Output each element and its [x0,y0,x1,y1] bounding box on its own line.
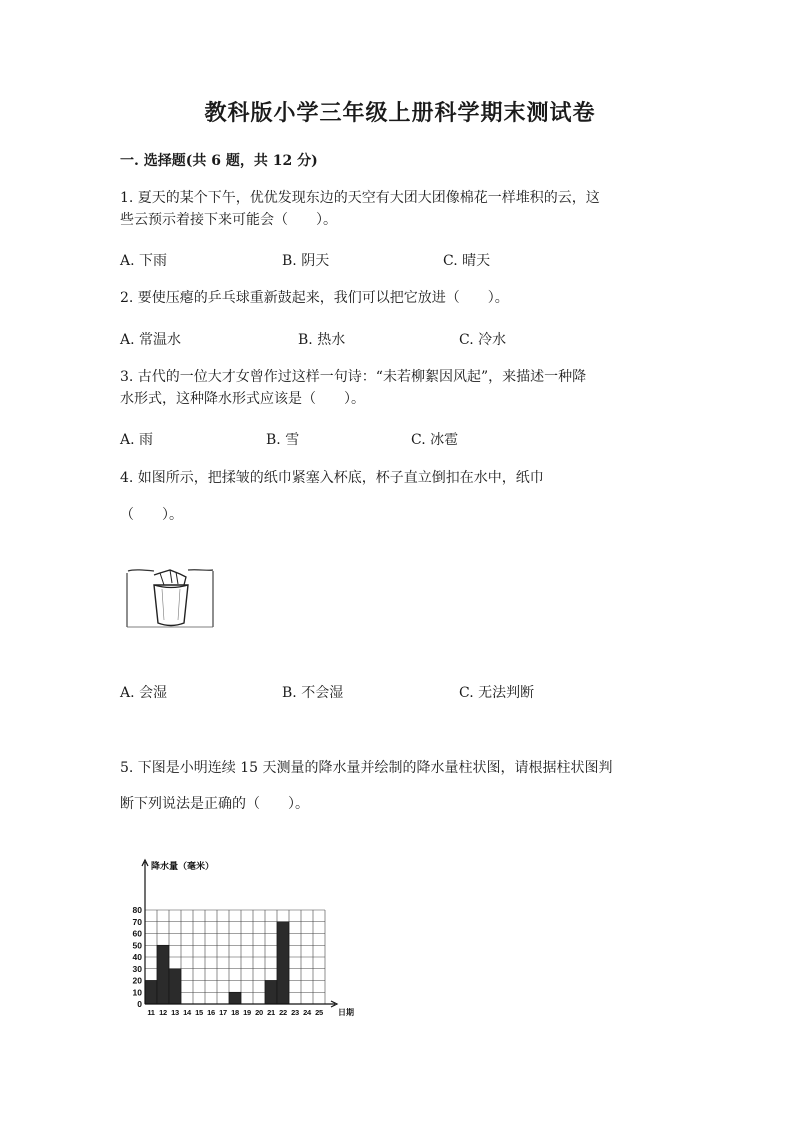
section-heading: 一. 选择题(共 6 题，共 12 分) [120,153,318,169]
rainfall-bar-chart [128,858,360,1024]
x-tick-label: 15 [195,1008,203,1017]
question-3-line-2: 水形式，这种降水形式应该是（ ）。 [120,391,365,407]
y-tick-label: 30 [132,963,142,974]
y-tick-label: 70 [132,916,142,927]
bar-day-11 [145,981,157,1005]
x-axis-label: 日期 [338,1008,354,1017]
x-tick-label: 18 [231,1008,239,1017]
x-tick-label: 11 [147,1008,155,1017]
y-tick-label: 0 [137,999,142,1009]
question-2-line-1: 2. 要使压瘪的乒乓球重新鼓起来，我们可以把它放进（ ）。 [120,290,509,306]
question-4-line-1: 4. 如图所示，把揉皱的纸巾紧塞入杯底，杯子直立倒扣在水中，纸巾 [120,470,544,486]
y-tick-label: 20 [132,975,142,986]
q4-option-b[interactable]: B. 不会湿 [282,685,344,701]
y-tick-label: 60 [132,928,142,939]
y-tick-label: 50 [132,940,142,951]
bar-day-12 [157,945,169,1004]
bar-day-13 [169,969,181,1004]
bar-day-18 [229,992,241,1004]
q3-option-a[interactable]: A. 雨 [120,432,154,448]
q2-option-a[interactable]: A. 常温水 [120,332,182,348]
bar-day-22 [277,922,289,1004]
q4-option-c[interactable]: C. 无法判断 [459,685,535,701]
q4-option-a[interactable]: A. 会湿 [120,685,168,701]
y-axis-label: 降水量（毫米） [151,861,215,871]
question-1-line-2: 些云预示着接下来可能会（ ）。 [120,212,337,228]
x-tick-label: 22 [279,1008,287,1017]
x-tick-label: 25 [315,1008,323,1017]
question-1-line-1: 1. 夏天的某个下午，优优发现东边的天空有大团大团像棉花一样堆积的云，这 [120,190,600,206]
page-title: 教科版小学三年级上册科学期末测试卷 [204,100,596,126]
cup-illustration [124,565,216,631]
x-tick-label: 20 [255,1008,263,1017]
q1-option-b[interactable]: B. 阴天 [282,253,330,269]
x-tick-label: 19 [243,1008,251,1017]
x-tick-label: 17 [219,1008,227,1017]
q3-option-c[interactable]: C. 冰雹 [411,432,459,448]
x-tick-label: 12 [159,1008,167,1017]
question-3-line-1: 3. 古代的一位大才女曾作过这样一句诗：“未若柳絮因风起”，来描述一种降 [120,369,587,385]
y-tick-label: 40 [132,952,142,962]
x-tick-label: 13 [171,1008,179,1017]
question-5-line-2: 断下列说法是正确的（ ）。 [120,796,309,812]
bar-day-21 [265,981,277,1005]
y-tick-label: 80 [132,905,142,915]
q2-option-c[interactable]: C. 冷水 [459,332,507,348]
x-tick-label: 14 [183,1008,191,1017]
q1-option-a[interactable]: A. 下雨 [120,253,168,269]
x-tick-label: 23 [291,1008,299,1017]
q2-option-b[interactable]: B. 热水 [298,332,346,348]
question-4-line-2: （ ）。 [120,507,183,523]
x-tick-label: 24 [303,1008,311,1017]
question-5-line-1: 5. 下图是小明连续 15 天测量的降水量并绘制的降水量柱状图，请根据柱状图判 [120,760,613,776]
q3-option-b[interactable]: B. 雪 [266,432,300,448]
y-tick-label: 10 [132,987,142,998]
x-tick-label: 21 [267,1008,275,1017]
q1-option-c[interactable]: C. 晴天 [443,253,491,269]
x-tick-label: 16 [207,1008,215,1017]
